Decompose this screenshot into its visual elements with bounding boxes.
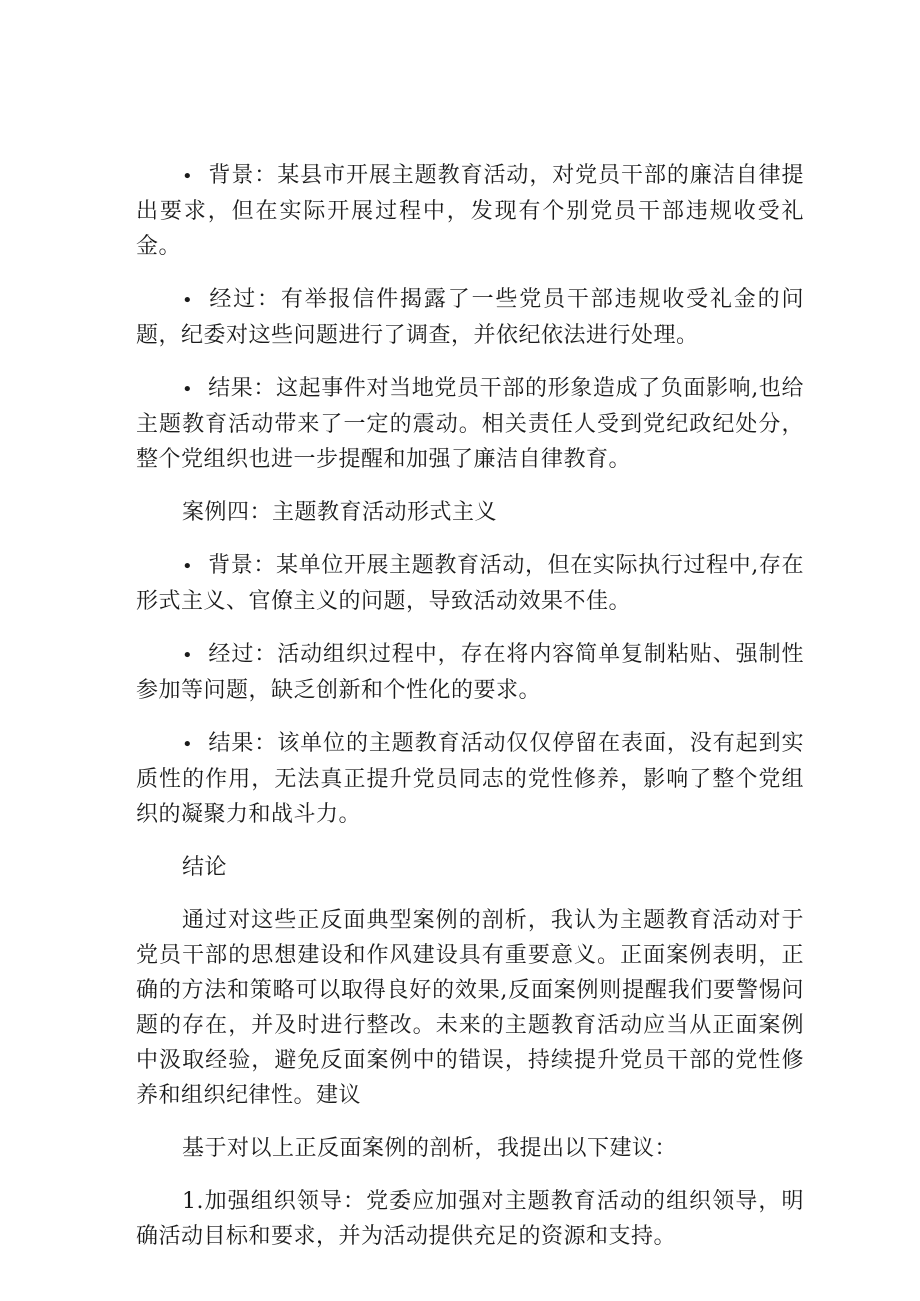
bullet-icon: • — [182, 379, 194, 400]
conclusion-title: 结论 — [182, 855, 228, 880]
case4-process-text: 经过：活动组织过程中，存在将内容简单复制粘贴、强制性参加等问题，缺乏创新和个性化的要求。 — [136, 642, 804, 703]
case3-background-item — [136, 158, 804, 264]
case4-result-item — [136, 726, 804, 832]
case4-background-item — [136, 548, 804, 619]
bullet-icon: • — [182, 734, 194, 755]
bullet-icon: • — [182, 166, 194, 187]
bullet-icon: • — [182, 290, 194, 311]
case4-title: 案例四：主题教育活动形式主义 — [182, 500, 498, 525]
bullet-icon: • — [182, 556, 194, 577]
case3-result-text: 结果：这起事件对当地党员干部的形象造成了负面影响,也给主题教育活动带来了一定的震动。相关责任人受到党纪政纪处分，整个党组织也进一步提醒和加强了廉洁自律教育。 — [136, 376, 804, 472]
suggestion-item-1: 1.加强组织领导：党委应加强对主题教育活动的组织领导，明确活动目标和要求，并为活动提供充足的资源和支持。 — [136, 1189, 804, 1249]
bullet-icon: • — [182, 645, 194, 666]
case3-result-item — [136, 371, 804, 477]
case3-process-item — [136, 282, 804, 353]
conclusion-paragraph: 通过对这些正反面典型案例的剖析，我认为主题教育活动对于党员干部的思想建设和作风建设具有重要意义。正面案例表明，正确的方法和策略可以取得良好的效果,反面案例则提醒我们要警惕问题的存在，并及时进行整改。未来的主题教育活动应当从正面案例中汲取经验，避免反面案例中的错误，持续提升党员干部的党性修养和组织纪律性。建议 — [136, 908, 804, 1108]
case4-process-item — [136, 637, 804, 708]
case4-background-text: 背景：某单位开展主题教育活动，但在实际执行过程中,存在形式主义、官僚主义的问题，导致活动效果不佳。 — [136, 553, 804, 614]
case4-result-text: 结果：该单位的主题教育活动仅仅停留在表面，没有起到实质性的作用，无法真正提升党员同志的党性修养，影响了整个党组织的凝聚力和战斗力。 — [136, 731, 804, 827]
suggestion-intro: 基于对以上正反面案例的剖析，我提出以下建议： — [182, 1136, 678, 1161]
case3-process-text: 经过：有举报信件揭露了一些党员干部违规收受礼金的问题，纪委对这些问题进行了调查，并依纪依法进行处理。 — [136, 287, 804, 348]
case3-background-text: 背景：某县市开展主题教育活动，对党员干部的廉洁自律提出要求，但在实际开展过程中，发现有个别党员干部违规收受礼金。 — [136, 163, 804, 259]
document-body — [136, 158, 804, 1272]
